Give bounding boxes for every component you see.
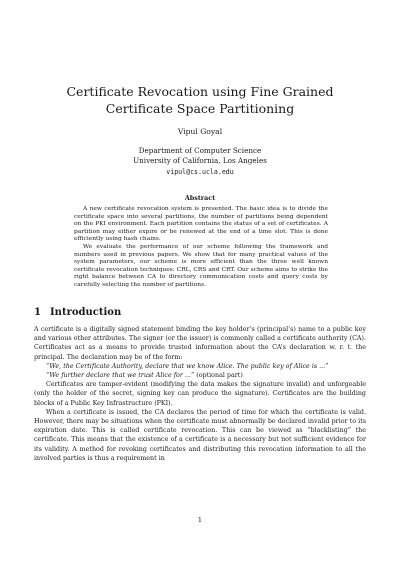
abstract-paragraph-1: A new certificate revocation system is presented. The basic idea is to divide the certificate space into several partitions, the number of partitions being dependent on the PKI environment. Each partition contains the status of a set of certificates. A partition may either expire or be renewed at the end of a time slot. This is done efficiently using hash chains. — [74, 206, 328, 243]
section-number: 1 — [34, 307, 41, 318]
paper-title — [40, 83, 360, 117]
abstract-paragraph-2: We evaluate the performance of our scheme following the framework and numbers used in previous papers. We show that for many practical values of the system parameters, our scheme is more efficient than the three well known certificate revocation techniques: CRL, CRS and CRT. Our scheme aims to strike the right balance between CA to directory communication costs and query costs by carefully selecting the number of partitions. — [74, 243, 328, 288]
affiliation-line-2: University of California, Los Angeles — [133, 155, 267, 165]
abstract-body — [74, 206, 328, 290]
abstract-heading: Abstract — [184, 194, 216, 202]
title-line-1: Certificate Revocation using Fine Grained — [66, 84, 334, 99]
quote-2-suffix: (optional part) — [194, 372, 243, 380]
quote-2-line — [34, 371, 366, 380]
affiliation — [40, 146, 360, 165]
body-paragraph-3: When a certificate is issued, the CA declares the period of time for which the certificate is valid. However, there may be situations when the certificate must abnormally be declared invalid prior to its expiration date. This is called certificate revocation. This can be viewed as “blacklisting” the certificate. This means that the existence of a certificate is a necessary but not sufficient evidence for its validity. A method for revoking certificates and distributing this revocation information to all the involved parties is thus a requirement in — [34, 408, 366, 462]
body-text — [34, 325, 366, 463]
author-email: vipul@cs.ucla.edu — [166, 168, 234, 176]
title-line-2: Certificate Space Partitioning — [105, 101, 295, 116]
body-paragraph-2: Certificates are tamper-evident (modifying the data makes the signature invalid) and unforgeable (only the holder of the secret, signing key can produce the signature). Certificates are the building blocks of a Public Key Infrastructure (PKI). — [34, 381, 366, 407]
affiliation-line-1: Department of Computer Science — [138, 146, 262, 155]
quote-1: “We, the Certificate Authority, declare that we know Alice. The public key of Alice is ...” — [46, 362, 329, 370]
page-number: 1 — [197, 516, 203, 524]
quote-2: “We further declare that we trust Alice for ...” — [46, 372, 195, 380]
body-paragraph-1: A certificate is a digitally signed statement binding the key holder’s (principal’s) name to a public key and various other attributes. The signer (or the issuer) is commonly called a certificate authority (CA). Certificates act as a means to provide trusted information about the CA’s declaration w. r. t. the principal. The declaration may be of the form: — [34, 326, 366, 361]
section-title: Introduction — [50, 307, 122, 318]
section-heading — [34, 307, 121, 318]
author-name: Vipul Goyal — [177, 127, 223, 136]
